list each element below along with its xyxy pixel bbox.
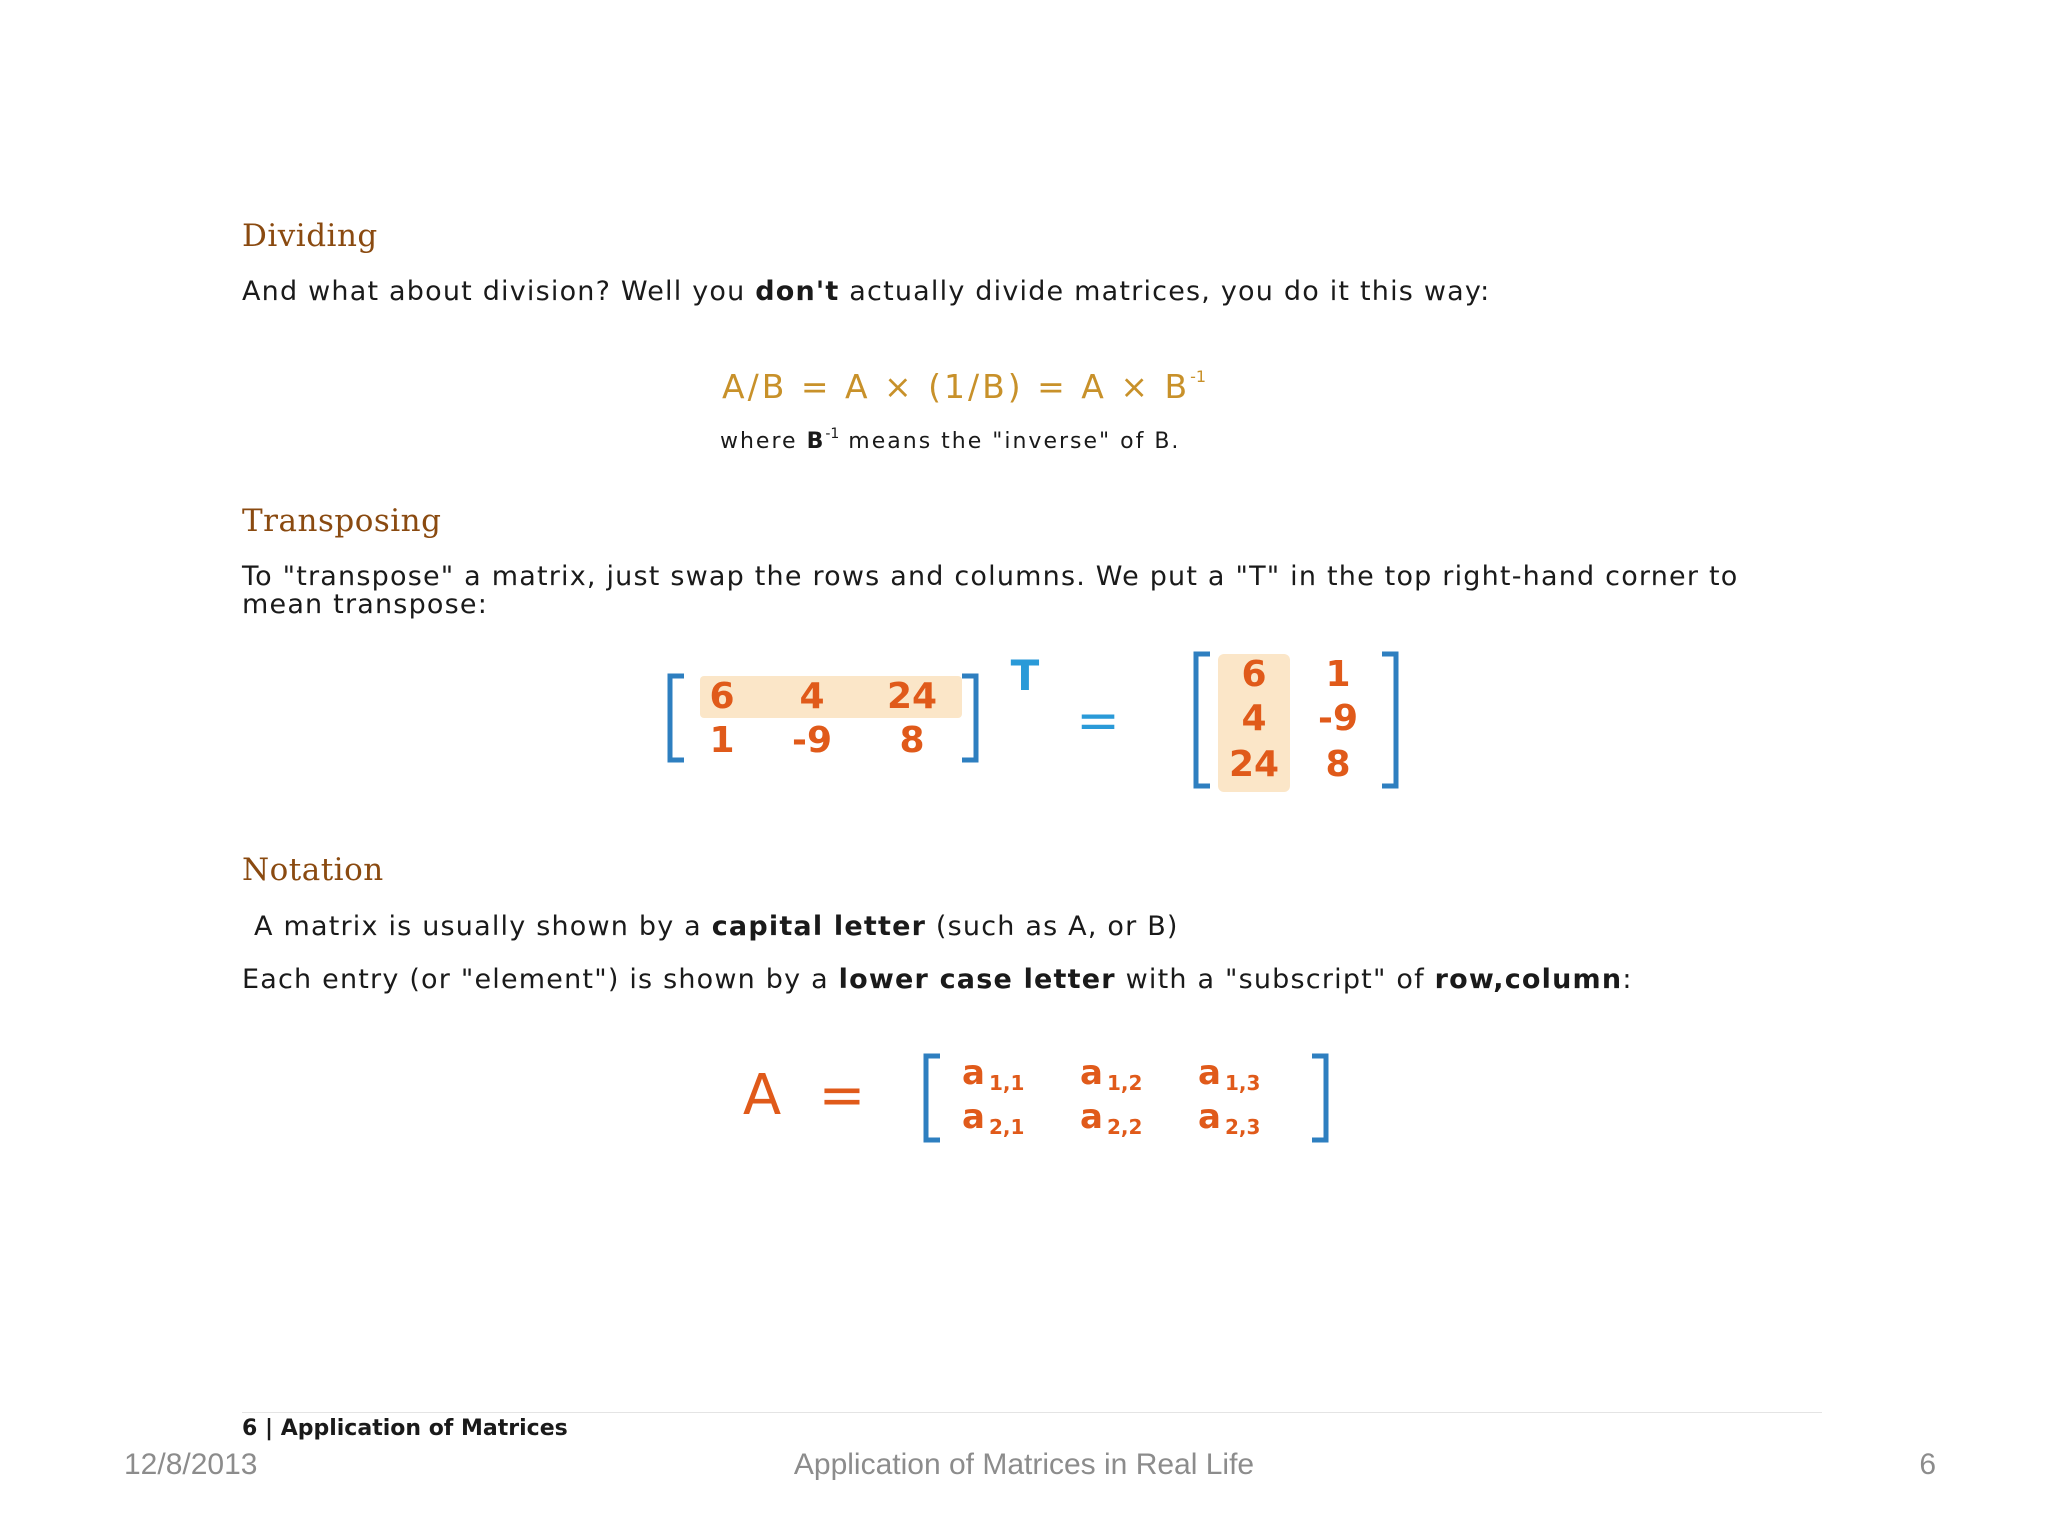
matrix-cell: -9 [1318, 698, 1358, 739]
bold-text: row,column [1434, 964, 1623, 995]
text-segment: actually divide matrices, you do it this way: [839, 276, 1491, 307]
text-segment: (such as A, or B) [926, 911, 1179, 942]
notation-matrix-elements [962, 1053, 1260, 1139]
element-subscript: 1,1 [988, 1071, 1025, 1095]
slide-title: Application of Matrices in Real Life [793, 1448, 1255, 1481]
matrix-cell: 8 [899, 720, 925, 761]
text-segment: : [1622, 964, 1633, 995]
left-bracket [670, 676, 684, 760]
text-segment: A matrix is usually shown by a [254, 911, 712, 942]
left-bracket [926, 1056, 940, 1140]
right-matrix-values [1229, 654, 1358, 785]
document-title: Application of Matrices [280, 1416, 568, 1441]
slide-date: 12/8/2013 [124, 1448, 258, 1481]
equals-sign: = [1076, 691, 1120, 751]
matrix-element [1080, 1097, 1142, 1139]
heading-transposing: Transposing [242, 503, 442, 539]
element-letter: a [1198, 1097, 1221, 1137]
caption-before: where [720, 429, 807, 454]
notation-figure [743, 1053, 1326, 1140]
matrix-name: A [742, 1063, 782, 1128]
caption-after: means the "inverse" of B. [839, 429, 1181, 454]
element-letter: a [962, 1053, 985, 1093]
matrix-cell: 24 [1228, 744, 1280, 785]
element-letter: a [1198, 1053, 1221, 1093]
transpose-figure [670, 651, 1396, 792]
bold-text: lower case letter [838, 964, 1116, 995]
caption-superscript: -1 [825, 426, 840, 442]
matrix-cell: -9 [792, 720, 832, 761]
matrix-cell: 4 [799, 676, 825, 717]
slide-number: 6 [1919, 1448, 1936, 1481]
bold-text: don't [755, 276, 840, 307]
matrix-cell: 1 [709, 720, 735, 761]
matrix-cell: 4 [1241, 698, 1267, 739]
notation-equals-sign: = [818, 1063, 866, 1128]
page-number: 6 [242, 1416, 258, 1441]
formula-main: A/B = A × (1/B) = A × B [722, 367, 1191, 406]
left-bracket [1196, 654, 1210, 786]
right-bracket [1382, 654, 1396, 786]
heading-dividing: Dividing [242, 218, 378, 254]
matrix-cell: 8 [1325, 744, 1351, 785]
text-segment: And what about division? Well you [242, 276, 756, 307]
element-subscript: 2,3 [1224, 1115, 1261, 1139]
formula-superscript: -1 [1190, 367, 1207, 386]
footer-divider [242, 1412, 1822, 1413]
element-letter: a [1080, 1053, 1103, 1093]
document-footer [242, 1416, 568, 1441]
matrix-element [1080, 1053, 1142, 1095]
matrix-element [962, 1053, 1024, 1095]
element-subscript: 2,2 [1106, 1115, 1143, 1139]
right-bracket [1312, 1056, 1326, 1140]
right-bracket [962, 676, 976, 760]
matrix-cell: 6 [709, 676, 735, 717]
element-letter: a [962, 1097, 985, 1137]
matrix-cell: 24 [886, 676, 938, 717]
paragraph-transposing: To "transpose" a matrix, just swap the rows and columns. We put a "T" in the top right-hand corner to mean transpose: [242, 561, 1739, 620]
matrix-element [962, 1097, 1024, 1139]
element-letter: a [1080, 1097, 1103, 1137]
bold-text: capital letter [711, 911, 927, 942]
element-subscript: 1,2 [1106, 1071, 1143, 1095]
matrix-cell: 6 [1241, 654, 1267, 695]
matrix-element [1198, 1097, 1260, 1139]
element-subscript: 1,3 [1224, 1071, 1261, 1095]
matrix-cell: 1 [1325, 654, 1351, 695]
transpose-t-label: T [1010, 651, 1040, 700]
element-subscript: 2,1 [988, 1115, 1025, 1139]
caption-bold: B [806, 429, 826, 454]
text-segment: Each entry (or "element") is shown by a [242, 964, 839, 995]
matrix-element [1198, 1053, 1260, 1095]
heading-notation: Notation [242, 852, 384, 888]
text-segment: with a "subscript" of [1115, 964, 1435, 995]
separator: | [264, 1416, 274, 1441]
